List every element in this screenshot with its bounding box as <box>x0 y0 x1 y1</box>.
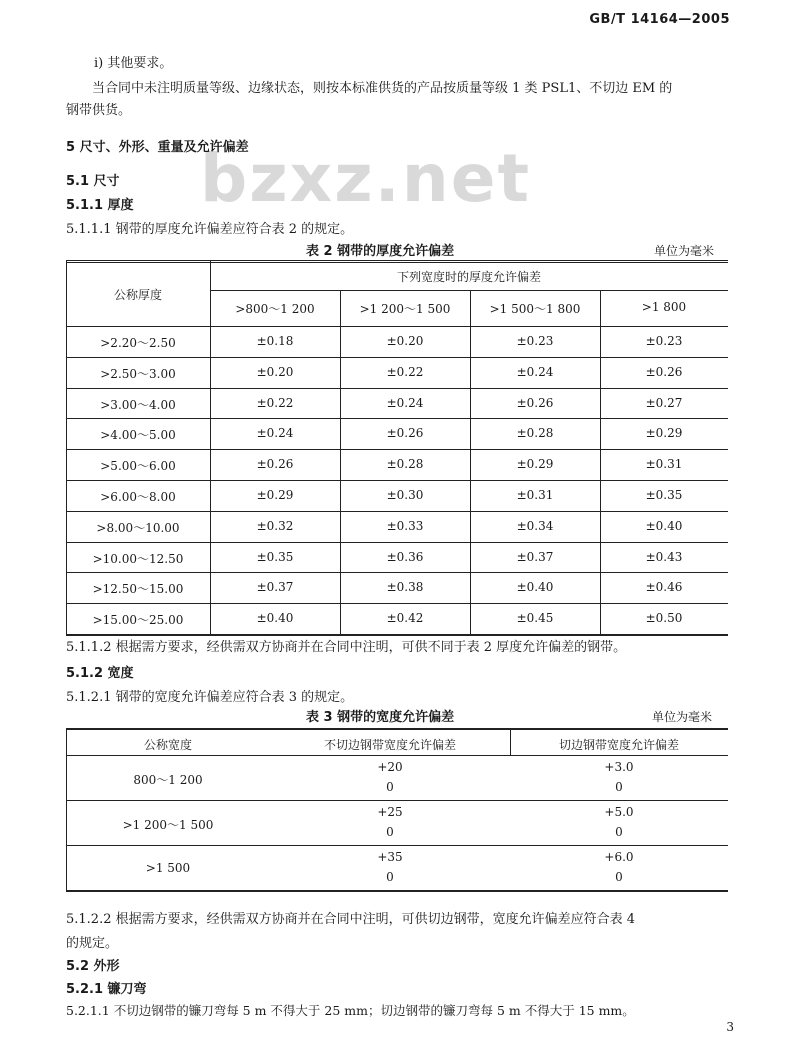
table2-cell-tolerance: ±0.33 <box>386 518 424 533</box>
para-other: i) 其他要求。 <box>94 56 173 71</box>
clause-5-1-2-1: 5.1.2.1 钢带的宽度允许偏差应符合表 3 的规定。 <box>66 690 354 705</box>
clause-5-1-2-2-line2: 的规定。 <box>66 936 119 951</box>
table2-cell-tolerance: ±0.24 <box>386 395 424 410</box>
table3-cell-cut-lower: 0 <box>615 780 623 794</box>
table2-cell-thickness: >4.00～5.00 <box>100 428 176 443</box>
section-5-2-1-heading: 5.2.1 镰刀弯 <box>66 982 147 997</box>
table2-header-width: >800～1 200 <box>235 302 315 316</box>
table2-cell-tolerance: ±0.29 <box>516 457 554 472</box>
table3-header-rule <box>66 755 728 756</box>
table2-cell-tolerance: ±0.26 <box>386 426 424 441</box>
table2-cell-tolerance: ±0.46 <box>645 580 683 595</box>
table3-cell-width: >1 500 <box>145 861 191 875</box>
clause-5-1-1-1: 5.1.1.1 钢带的厚度允许偏差应符合表 2 的规定。 <box>66 222 354 237</box>
table3-cell-cut-upper: +5.0 <box>604 805 634 819</box>
watermark: bzxz.net <box>200 140 532 217</box>
table2-row-rule <box>66 418 728 419</box>
table3-cell-cut-upper: +6.0 <box>604 850 634 864</box>
para-default-1: 当合同中未注明质量等级、边缘状态，则按本标准供货的产品按质量等级 1 类 PSL1、不切边 EM 的 <box>92 81 673 96</box>
table2-cell-tolerance: ±0.26 <box>516 395 554 410</box>
table2-cell-thickness: >2.50～3.00 <box>100 366 176 381</box>
table2-cell-tolerance: ±0.29 <box>645 426 683 441</box>
table3-unit: 单位为毫米 <box>652 710 713 724</box>
table2-cell-thickness: >10.00～12.50 <box>92 551 184 566</box>
table3-top-rule <box>66 728 728 730</box>
table2-cell-thickness: >2.20～2.50 <box>100 336 176 350</box>
table2-unit: 单位为毫米 <box>654 244 715 258</box>
table3-cell-cut-lower: 0 <box>615 825 623 839</box>
table2-row-rule <box>66 357 728 358</box>
table2-cell-tolerance: ±0.50 <box>645 611 683 626</box>
table2-cell-tolerance: ±0.30 <box>386 488 424 502</box>
table2-cell-thickness: >8.00～10.00 <box>96 520 180 535</box>
table2-cell-tolerance: ±0.26 <box>645 364 683 379</box>
table3-header-cell: 不切边钢带宽度允许偏差 <box>323 738 456 752</box>
table2-cell-tolerance: ±0.40 <box>256 611 294 626</box>
table2-cell-tolerance: ±0.27 <box>645 395 683 410</box>
table2-header-width: >1 200～1 500 <box>359 302 451 316</box>
table2-cell-tolerance: ±0.37 <box>516 549 554 564</box>
table2-cell-tolerance: ±0.31 <box>645 457 683 472</box>
table2-left-border <box>66 260 67 634</box>
section-5-2-heading: 5.2 外形 <box>66 959 120 974</box>
standard-number: GB/T 14164—2005 <box>589 12 730 27</box>
table2-cell-tolerance: ±0.43 <box>645 549 683 564</box>
table2-cell-tolerance: ±0.31 <box>516 488 554 502</box>
table3-row-rule <box>66 800 728 801</box>
table3-cell-uncut-lower: 0 <box>386 780 394 794</box>
table2-cell-tolerance: ±0.22 <box>386 364 424 379</box>
table2-cell-tolerance: ±0.40 <box>645 518 683 533</box>
table2-cell-tolerance: ±0.35 <box>256 549 294 564</box>
section-5-1-heading: 5.1 尺寸 <box>66 174 120 189</box>
table2-header-rule <box>66 326 728 327</box>
clause-5-1-2-2-line1: 5.1.2.2 根据需方要求，经供需双方协商并在合同中注明，可供切边钢带，宽度允许偏差应符合表 4 <box>66 912 636 927</box>
table2-cell-thickness: >5.00～6.00 <box>100 459 176 474</box>
table2-cell-tolerance: ±0.42 <box>386 611 424 626</box>
table2-cell-tolerance: ±0.20 <box>386 334 424 348</box>
page-number: 3 <box>726 1020 734 1034</box>
table3-cell-cut-upper: +3.0 <box>604 760 634 774</box>
section-5-heading: 5 尺寸、外形、重量及允许偏差 <box>66 140 249 155</box>
section-5-1-1-heading: 5.1.1 厚度 <box>66 198 134 213</box>
table2-row-rule <box>66 603 728 604</box>
table2-row-rule <box>66 542 728 543</box>
table2-cell-tolerance: ±0.23 <box>516 334 554 348</box>
table2-row-rule <box>66 572 728 573</box>
table2-cell-tolerance: ±0.29 <box>256 488 294 502</box>
table3-cell-cut-lower: 0 <box>615 870 623 884</box>
clause-5-2-1-1: 5.2.1.1 不切边钢带的镰刀弯每 5 m 不得大于 25 mm；切边钢带的镰刀弯每 5 m 不得大于 15 mm。 <box>66 1003 635 1018</box>
section-5-1-2-heading: 5.1.2 宽度 <box>66 666 134 681</box>
table2-row-rule <box>66 388 728 389</box>
table3-caption: 表 3 钢带的宽度允许偏差 <box>306 710 455 725</box>
table2-cell-thickness: >3.00～4.00 <box>100 397 176 412</box>
table2-cell-tolerance: ±0.22 <box>256 395 294 410</box>
table2-row-rule <box>66 511 728 512</box>
table2-cell-tolerance: ±0.28 <box>516 426 554 441</box>
table2-cell-tolerance: ±0.36 <box>386 549 424 564</box>
clause-5-1-1-2: 5.1.1.2 根据需方要求，经供需双方协商并在合同中注明，可供不同于表 2 厚度允许偏差的钢带。 <box>66 640 627 655</box>
table2-top-rule <box>66 260 728 261</box>
table3-header-cell: 切边钢带宽度允许偏差 <box>558 738 679 752</box>
table2-cell-tolerance: ±0.38 <box>386 580 424 595</box>
table2-cell-tolerance: ±0.23 <box>645 334 683 348</box>
table3-bottom-rule <box>66 890 728 892</box>
table2-cell-thickness: >12.50～15.00 <box>92 582 184 597</box>
table2-cell-tolerance: ±0.26 <box>256 457 294 472</box>
table2-cell-tolerance: ±0.34 <box>516 518 554 533</box>
table2-header-thickness: 公称厚度 <box>113 288 162 302</box>
table2-cell-tolerance: ±0.37 <box>256 580 294 595</box>
table3-cell-uncut-upper: +25 <box>377 805 403 819</box>
table2-cell-tolerance: ±0.40 <box>516 580 554 595</box>
table2-header-width: >1 500～1 800 <box>489 302 581 316</box>
table3-cell-width: 800～1 200 <box>133 773 203 787</box>
table2-cell-tolerance: ±0.24 <box>516 364 554 379</box>
table3-row-rule <box>66 845 728 846</box>
table2-row-rule <box>66 449 728 450</box>
table3-cell-uncut-upper: +35 <box>377 850 403 864</box>
table2-cell-tolerance: ±0.45 <box>516 611 554 626</box>
table3-cell-uncut-lower: 0 <box>386 870 394 884</box>
table2-caption: 表 2 钢带的厚度允许偏差 <box>306 244 455 259</box>
table2-cell-tolerance: ±0.28 <box>386 457 424 472</box>
table2-cell-tolerance: ±0.20 <box>256 364 294 379</box>
table2-cell-thickness: >6.00～8.00 <box>100 490 176 504</box>
table2-cell-thickness: >15.00～25.00 <box>92 613 184 628</box>
table2-header-group: 下列宽度时的厚度允许偏差 <box>396 270 541 284</box>
table2-cell-tolerance: ±0.18 <box>256 334 294 348</box>
table2-cell-tolerance: ±0.32 <box>256 518 294 533</box>
table3-cell-width: >1 200～1 500 <box>122 818 214 832</box>
table2-group-rule <box>210 290 728 291</box>
table3-header-cell: 公称宽度 <box>143 738 192 752</box>
table2-cell-tolerance: ±0.35 <box>645 488 683 502</box>
para-default-2: 钢带供货。 <box>66 103 132 118</box>
table2-header-width: >1 800 <box>641 300 687 314</box>
table2-row-rule <box>66 480 728 481</box>
table2-cell-tolerance: ±0.24 <box>256 426 294 441</box>
table3-cell-uncut-lower: 0 <box>386 825 394 839</box>
table2-top-rule-2 <box>66 262 728 263</box>
table3-cell-uncut-upper: +20 <box>377 760 403 774</box>
